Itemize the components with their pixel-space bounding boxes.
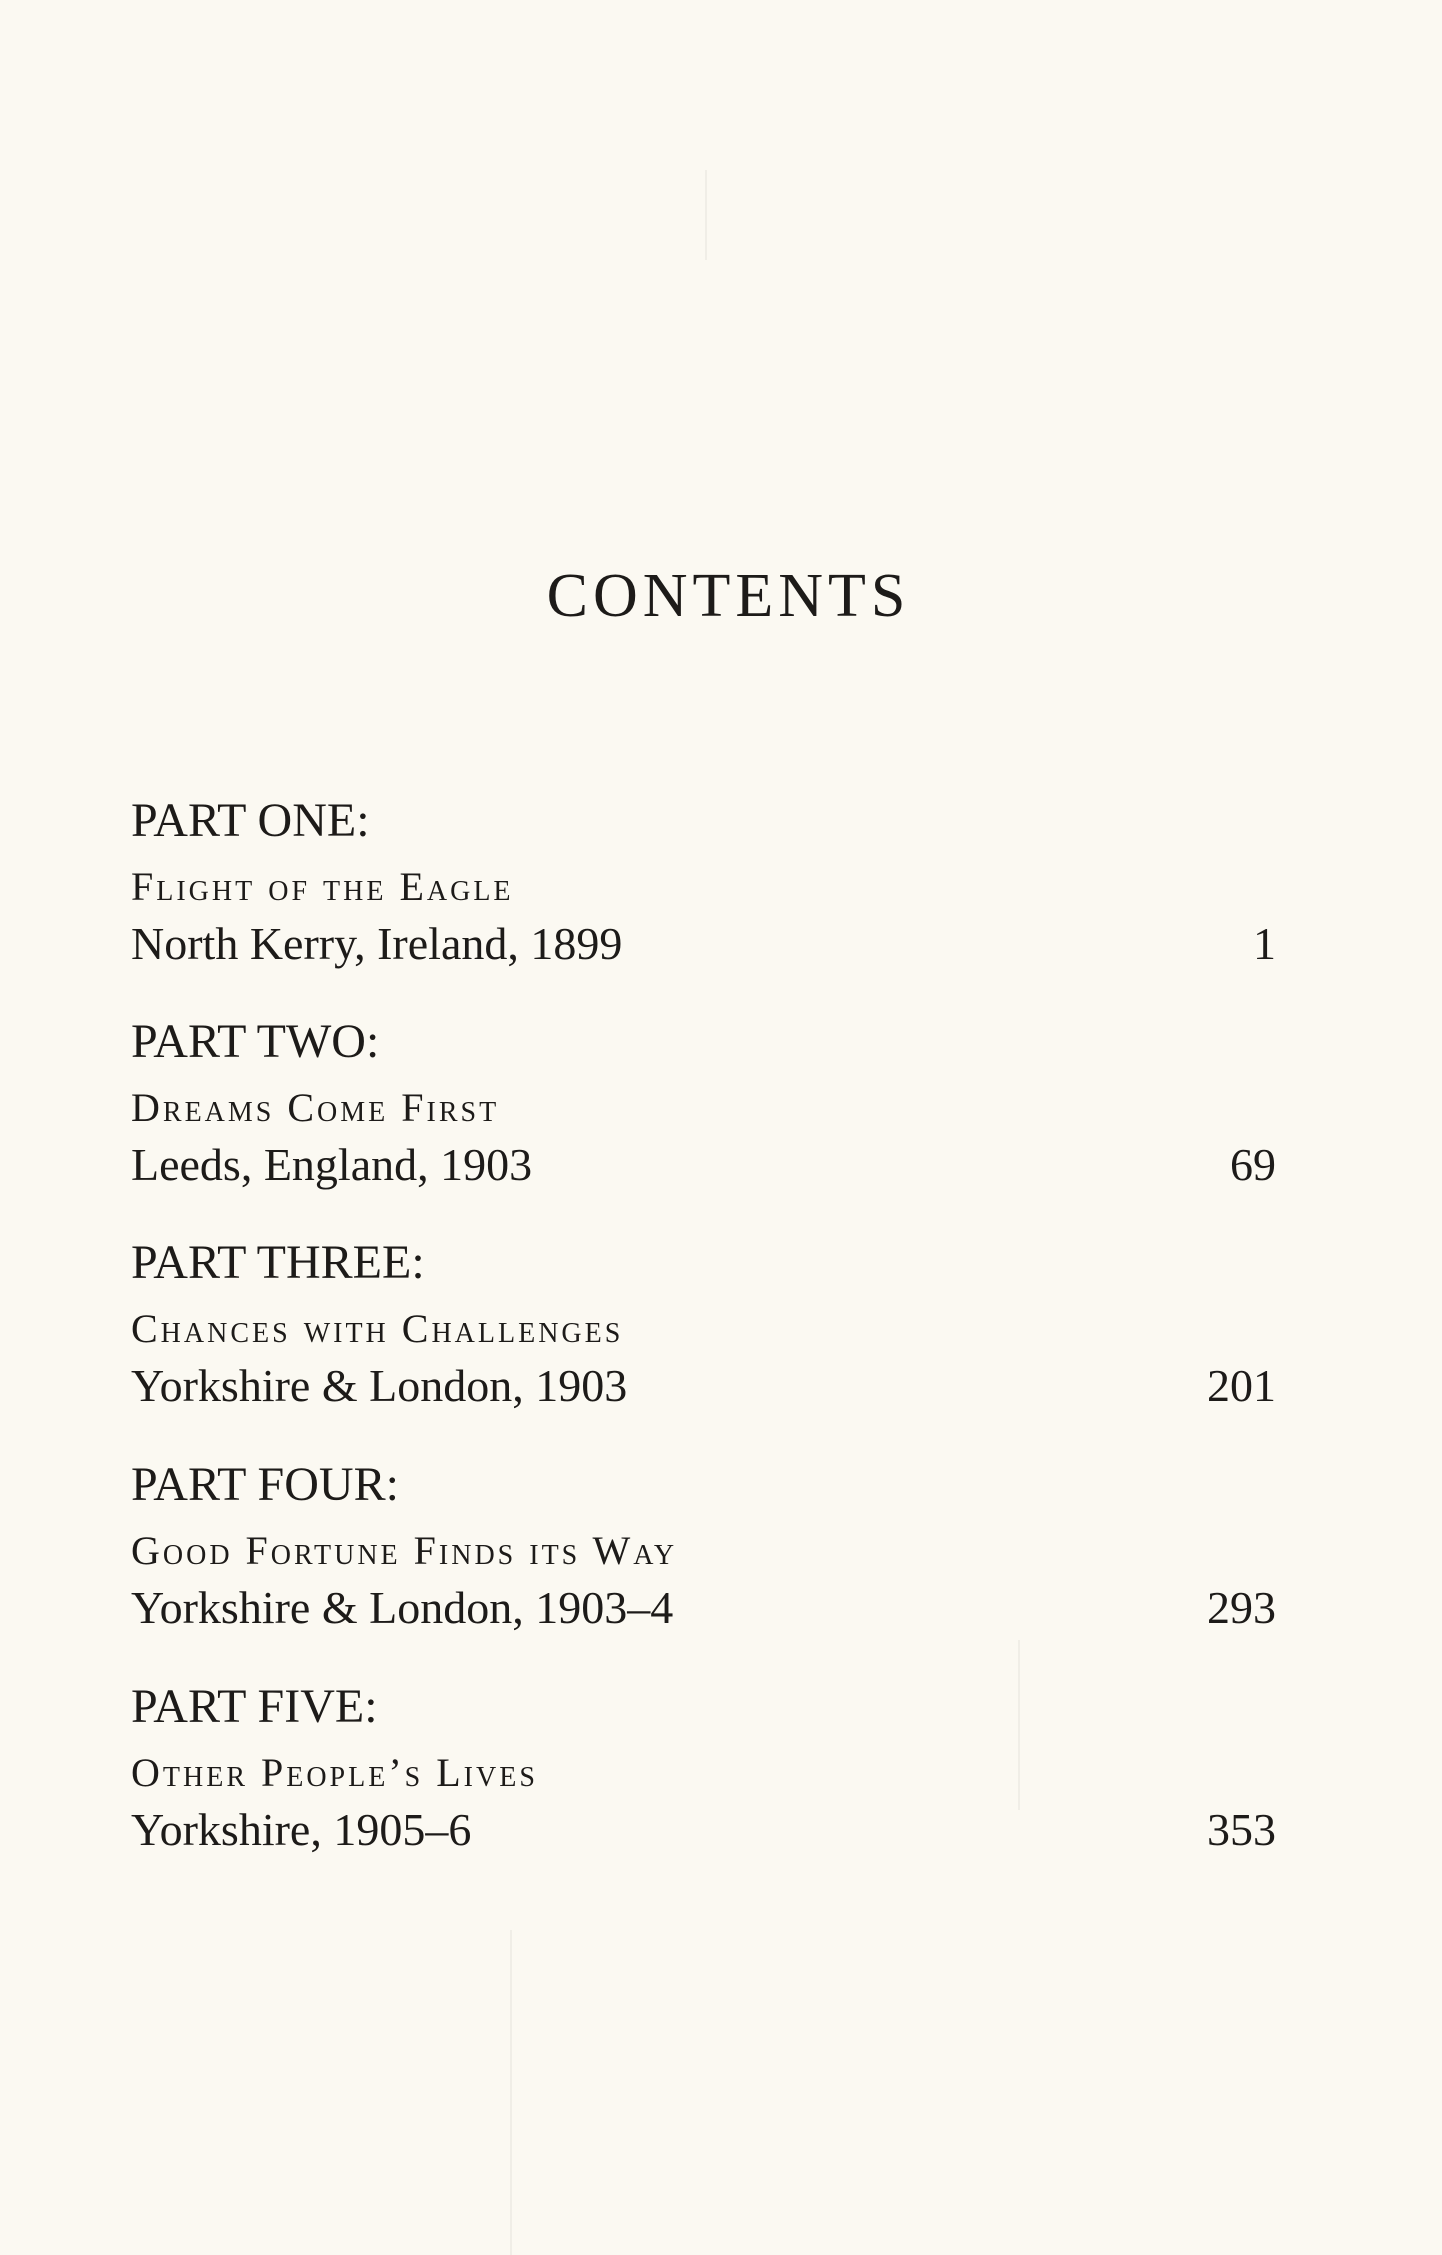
toc-entry-part-one[interactable]: [131, 794, 1276, 969]
part-title: Other People’s Lives: [131, 1750, 538, 1795]
page-number: 1: [1253, 918, 1276, 969]
part-label: PART THREE:: [131, 1236, 425, 1289]
toc-entry-part-three[interactable]: [131, 1236, 1276, 1411]
part-place: North Kerry, Ireland, 1899: [131, 918, 623, 969]
toc-entry-part-two[interactable]: [131, 1015, 1276, 1190]
part-label: PART FIVE:: [131, 1680, 378, 1733]
place-row: [131, 1360, 1276, 1411]
part-title: Flight of the Eagle: [131, 864, 514, 909]
paper-texture-mark: [510, 1930, 512, 2255]
part-label: PART TWO:: [131, 1015, 380, 1068]
toc-entry-part-five[interactable]: [131, 1680, 1276, 1855]
part-place: Yorkshire & London, 1903: [131, 1360, 628, 1411]
part-label: PART FOUR:: [131, 1458, 399, 1511]
page-number: 353: [1207, 1804, 1276, 1855]
place-row: [131, 1139, 1276, 1190]
part-place: Yorkshire, 1905–6: [131, 1804, 472, 1855]
page-number: 69: [1230, 1139, 1276, 1190]
part-place: Yorkshire & London, 1903–4: [131, 1582, 674, 1633]
place-row: [131, 918, 1276, 969]
paper-texture-mark: [705, 170, 707, 260]
place-row: [131, 1804, 1276, 1855]
page-number: 201: [1207, 1360, 1276, 1411]
contents-heading: CONTENTS: [546, 562, 911, 630]
page-number: 293: [1207, 1582, 1276, 1633]
part-label: PART ONE:: [131, 794, 370, 847]
part-place: Leeds, England, 1903: [131, 1139, 533, 1190]
part-title: Dreams Come First: [131, 1085, 500, 1130]
toc-entry-part-four[interactable]: [131, 1458, 1276, 1633]
part-title: Good Fortune Finds its Way: [131, 1528, 678, 1573]
place-row: [131, 1582, 1276, 1633]
part-title: Chances with Challenges: [131, 1306, 624, 1351]
